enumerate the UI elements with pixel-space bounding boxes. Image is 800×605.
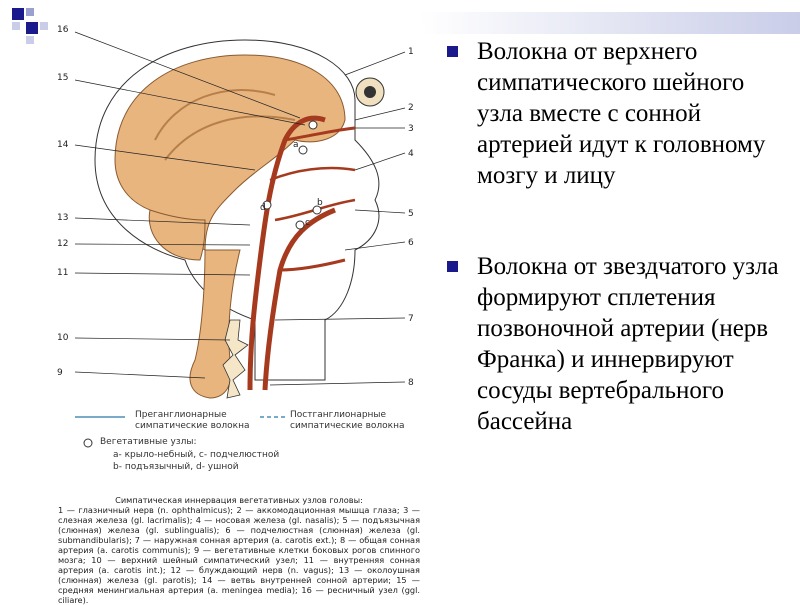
label-number: 5 bbox=[408, 209, 414, 219]
legend-preganglionic: Преганглионарные симпатические волокна bbox=[135, 410, 250, 431]
figure-caption bbox=[58, 495, 420, 605]
label-number: 12 bbox=[57, 239, 69, 249]
label-number: 7 bbox=[408, 314, 414, 324]
legend-nodes-title: Вегетативные узлы: bbox=[100, 437, 197, 447]
label-number: 6 bbox=[408, 238, 414, 248]
bullet-square-icon bbox=[447, 46, 458, 57]
label-number: 10 bbox=[57, 333, 69, 343]
label-number: 13 bbox=[57, 213, 69, 223]
node-letter: a bbox=[293, 140, 299, 150]
label-number: 11 bbox=[57, 268, 69, 278]
legend-node-circle bbox=[84, 439, 92, 447]
label-number: 3 bbox=[408, 124, 414, 134]
eye-pupil bbox=[364, 86, 376, 98]
label-number: 9 bbox=[57, 368, 63, 378]
label-number: 8 bbox=[408, 378, 414, 388]
node-letter: b bbox=[317, 198, 323, 208]
bullet-text: Волокна от звездчатого узла формируют сплетения позвоночной артерии (нерв Франка) и иннервируют сосуды вертебрального бассейна bbox=[477, 253, 779, 435]
label-number: 16 bbox=[57, 25, 69, 35]
label-number: 1 bbox=[408, 47, 414, 57]
label-number: 14 bbox=[57, 140, 69, 150]
label-number: 2 bbox=[408, 103, 414, 113]
ganglion-c bbox=[296, 221, 304, 229]
legend-nodes-line2: b- подъязычный, d- ушной bbox=[113, 462, 239, 472]
label-number: 4 bbox=[408, 149, 414, 159]
bullet-item bbox=[445, 251, 790, 437]
label-number: 15 bbox=[57, 73, 69, 83]
caption-title: Симпатическая иннервация вегетативных узлов головы: bbox=[115, 495, 363, 505]
legend-nodes-line1: а- крыло-небный, с- подчелюстной bbox=[113, 450, 280, 460]
anatomy-figure bbox=[55, 20, 425, 605]
node-letter: d bbox=[260, 203, 266, 213]
bullet-square-icon bbox=[447, 261, 458, 272]
node-letter: c bbox=[305, 218, 310, 228]
caption-text: 1 — глазничный нерв (n. ophthalmicus); 2 — аккомодационная мышца глаза; 3 — слезная железа (gl. lacrimalis); 4 — носовая железа (gl. nasalis); 5 — подъязычная (слюнная) железа (gl. sublingualis); 6 — подчелюстная (слюнная) железа (gl. submandibularis); 7 — наружная сонная артерия (a. carotis ext.); 8 — общая сонная артерия (a. carotis communis); 9 — вегетативные клетки боковых рогов спинного мозга; 10 — верхний шейный симпатический узел; 11 — внутренняя сонная артерия (a. carotis int.); 12 — блуждающий нерв (n. vagus); 13 — околоушная (слюнная) железа (gl. parotis); 14 — ветвь внутренней сонной артерии; 15 — средняя менингиальная артерия (a. meningea media); 16 — ресничный узел (ggl. ciliare). bbox=[58, 505, 420, 605]
bullet-text: Волокна от верхнего симпатического шейного узла вместе с сонной артерией идут к головному мозгу и лицу bbox=[477, 38, 766, 189]
ganglion-a bbox=[299, 146, 307, 154]
top-gradient-bar bbox=[420, 12, 800, 34]
bullet-list bbox=[445, 36, 790, 437]
vessel-branch bbox=[280, 260, 345, 270]
corner-decoration bbox=[0, 0, 60, 50]
vessel-branch bbox=[270, 168, 355, 180]
bullet-item bbox=[445, 36, 790, 191]
legend-postganglionic: Постганглионарные симпатические волокна bbox=[290, 410, 405, 431]
ganglion-ciliary bbox=[309, 121, 317, 129]
